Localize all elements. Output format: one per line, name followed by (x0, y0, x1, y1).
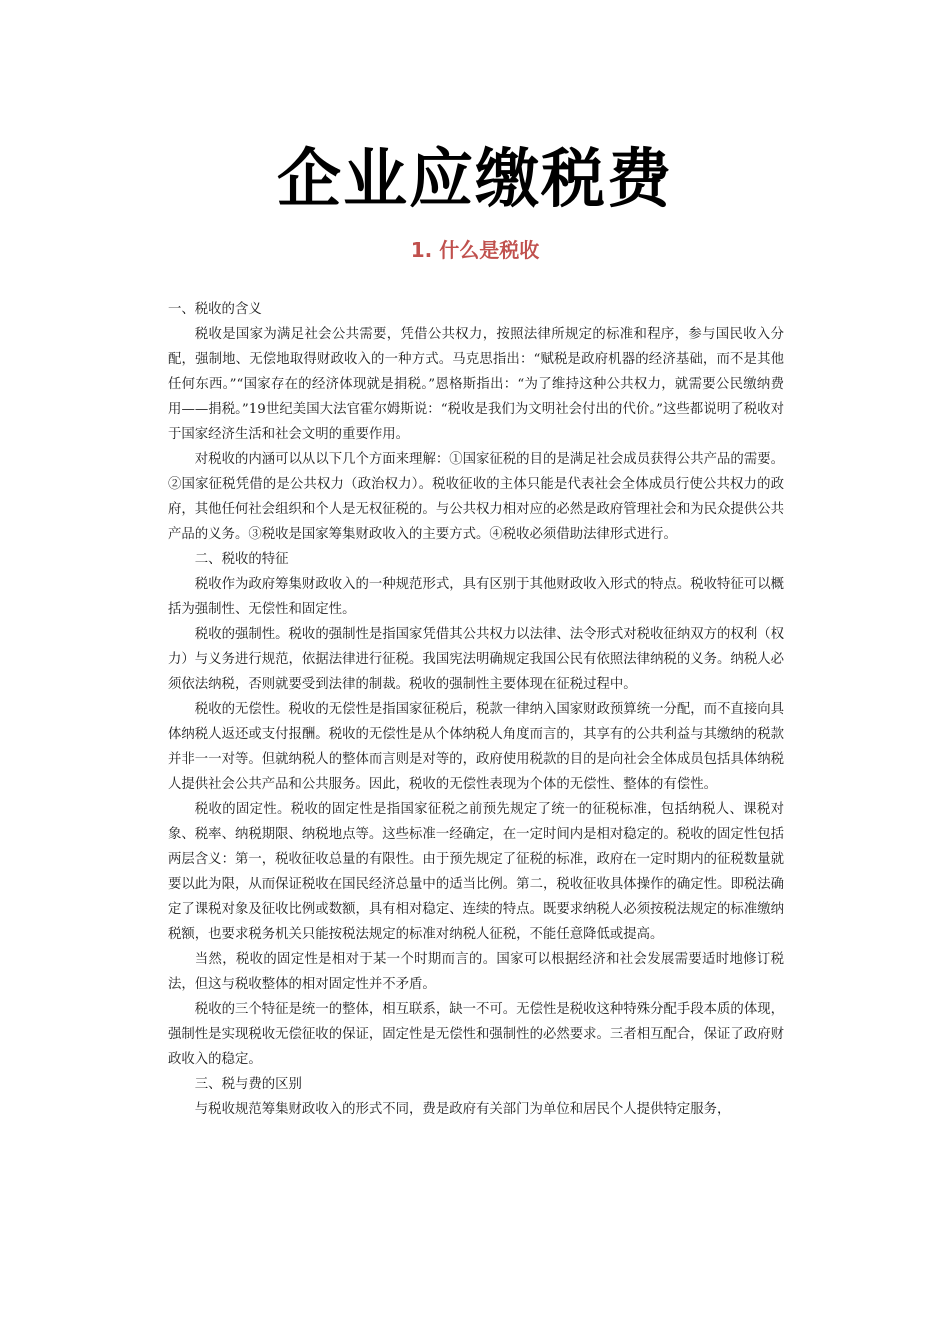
paragraph: 税收的无偿性。税收的无偿性是指国家征税后，税款一律纳入国家财政预算统一分配，而不直接向具体纳税人返还或支付报酬。税收的无偿性是从个体纳税人角度而言的，其享有的公共利益与其缴纳的税款并非一一对等。但就纳税人的整体而言则是对等的，政府使用税款的目的是向社会全体成员包括具体纳税人提供社会公共产品和公共服务。因此，税收的无偿性表现为个体的无偿性、整体的有偿性。 (168, 702, 784, 792)
paragraph: 当然，税收的固定性是相对于某一个时期而言的。国家可以根据经济和社会发展需要适时地修订税法，但这与税收整体的相对固定性并不矛盾。 (168, 952, 784, 992)
document-body (168, 297, 784, 1122)
paragraph: 与税收规范筹集财政收入的形式不同，费是政府有关部门为单位和居民个人提供特定服务， (194, 1102, 731, 1117)
paragraph: 税收是国家为满足社会公共需要，凭借公共权力，按照法律所规定的标准和程序，参与国民收入分配，强制地、无偿地取得财政收入的一种方式。马克思指出：“赋税是政府机器的经济基础，而不是其他任何东西。”“国家存在的经济体现就是捐税。”恩格斯指出：“为了维持这种公共权力，就需要公民缴纳费用——捐税。”19世纪美国大法官霍尔姆斯说：“税收是我们为文明社会付出的代价。”这些都说明了税收对于国家经济生活和社会文明的重要作用。 (168, 327, 784, 442)
heading-tax-vs-fee: 三、税与费的区别 (194, 1077, 302, 1092)
document-title: 企业应缴税费 (277, 143, 673, 217)
section-heading: 1. 什么是税收 (410, 238, 540, 262)
paragraph: 税收的强制性。税收的强制性是指国家凭借其公共权力以法律、法令形式对税收征纳双方的权利（权力）与义务进行规范，依据法律进行征税。我国宪法明确规定我国公民有依照法律纳税的义务。纳税人必须依法纳税，否则就要受到法律的制裁。税收的强制性主要体现在征税过程中。 (168, 627, 784, 692)
paragraph: 对税收的内涵可以从以下几个方面来理解：①国家征税的目的是满足社会成员获得公共产品的需要。②国家征税凭借的是公共权力（政治权力）。税收征收的主体只能是代表社会全体成员行使公共权力的政府，其他任何社会组织和个人是无权征税的。与公共权力相对应的必然是政府管理社会和为民众提供公共产品的义务。③税收是国家筹集财政收入的主要方式。④税收必须借助法律形式进行。 (168, 452, 784, 542)
heading-tax-meaning: 一、税收的含义 (168, 302, 262, 317)
paragraph: 税收作为政府筹集财政收入的一种规范形式，具有区别于其他财政收入形式的特点。税收特征可以概括为强制性、无偿性和固定性。 (168, 577, 784, 617)
paragraph: 税收的固定性。税收的固定性是指国家征税之前预先规定了统一的征税标准，包括纳税人、课税对象、税率、纳税期限、纳税地点等。这些标准一经确定，在一定时间内是相对稳定的。税收的固定性包括两层含义：第一，税收征收总量的有限性。由于预先规定了征税的标准，政府在一定时期内的征税数量就要以此为限，从而保证税收在国民经济总量中的适当比例。第二，税收征收具体操作的确定性。即税法确定了课税对象及征收比例或数额，具有相对稳定、连续的特点。既要求纳税人必须按税法规定的标准缴纳税额，也要求税务机关只能按税法规定的标准对纳税人征税，不能任意降低或提高。 (168, 802, 784, 942)
heading-tax-features: 二、税收的特征 (194, 552, 289, 567)
paragraph: 税收的三个特征是统一的整体，相互联系，缺一不可。无偿性是税收这种特殊分配手段本质的体现，强制性是实现税收无偿征收的保证，固定性是无偿性和强制性的必然要求。三者相互配合，保证了政府财政收入的稳定。 (168, 1002, 784, 1067)
